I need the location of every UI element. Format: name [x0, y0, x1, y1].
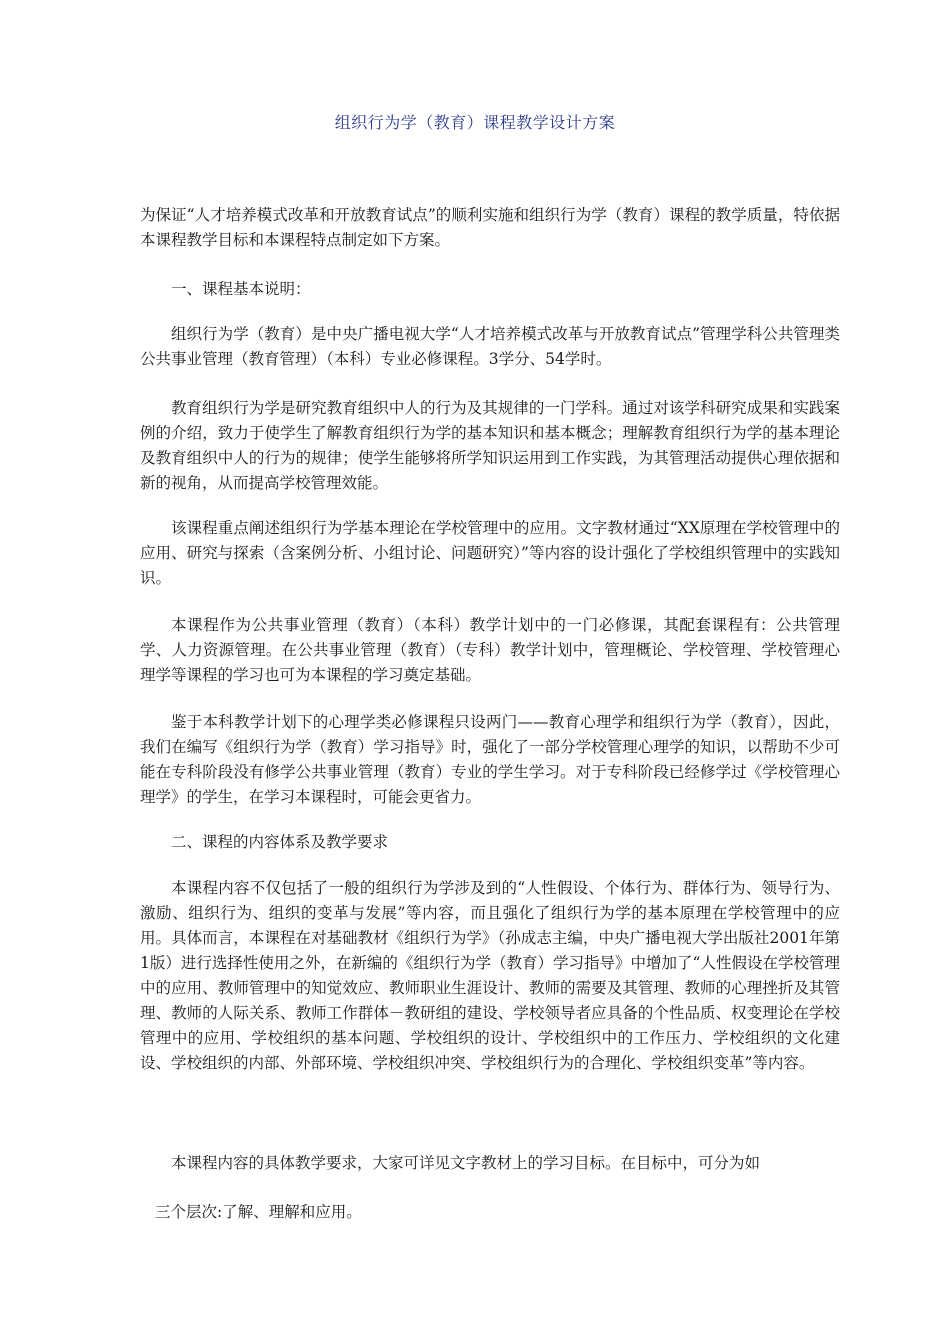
paragraph-course-definition: 教育组织行为学是研究教育组织中人的行为及其规律的一门学科。通过对该学科研究成果和实践案例的介绍，致力于使学生了解教育组织行为学的基本知识和基本概念；理解教育组织行为学的基本理论及教育组织中人的行为的规律；使学生能够将所学知识运用到工作实践，为其管理活动提供心理依据和新的视角，从而提高学校管理效能。: [140, 399, 840, 492]
paragraph-course-description: 组织行为学（教育）是中央广播电视大学“人才培养模式改革与开放教育试点”管理学科公共管理类公共事业管理（教育管理）（本科）专业必修课程。3学分、54学时。: [140, 325, 840, 368]
paragraph-content-system: 本课程内容不仅包括了一般的组织行为学涉及到的“人性假设、个体行为、群体行为、领导行为、激励、组织行为、组织的变革与发展”等内容，而且强化了组织行为学的基本原理在学校管理中的应用。具体而言，本课程在对基础教材《组织行为学》（孙成志主编，中央广播电视大学出版社2001年第1版）进行选择性使用之外，在新编的《组织行为学（教育）学习指导》中增加了“人性假设在学校管理中的应用、教师管理中的知觉效应、教师职业生涯设计、教师的需要及其管理、教师的心理挫折及其管理、教师的人际关系、教师工作群体－教研组的建设、学校领导者应具备的个性品质、权变理论在学校管理中的应用、学校组织的基本问题、学校组织的设计、学校组织中的工作压力、学校组织的文化建设、学校组织的内部、外部环境、学校组织冲突、学校组织行为的合理化、学校组织变革”等内容。: [140, 879, 840, 1072]
paragraph-psychology-courses: 鉴于本科教学计划下的心理学类必修课程只设两门——教育心理学和组织行为学（教育），因此，我们在编写《组织行为学（教育）学习指导》时，强化了一部分学校管理心理学的知识，以帮助不少可能在专科阶段没有修学公共事业管理（教育）专业的学生学习。对于专科阶段已经修学过《学校管理心理学》的学生，在学习本课程时，可能会更省力。: [140, 713, 840, 806]
section-heading-2: 二、课程的内容体系及教学要求: [171, 833, 389, 851]
section-heading-1: 一、课程基本说明：: [171, 280, 311, 298]
paragraph-teaching-requirements: 本课程内容的具体教学要求，大家可详见文字教材上的学习目标。在目标中，可分为如: [171, 1154, 761, 1172]
paragraph-course-focus: 该课程重点阐述组织行为学基本理论在学校管理中的应用。文字教材通过“XX原理在学校管理中的应用、研究与探索（含案例分析、小组讨论、问题研究）”等内容的设计强化了学校组织管理中的实践知识。: [140, 519, 840, 587]
paragraph-three-levels: 三个层次:了解、理解和应用。: [155, 1203, 362, 1221]
paragraph-related-courses: 本课程作为公共事业管理（教育）（本科）教学计划中的一门必修课，其配套课程有：公共管理学、人力资源管理。在公共事业管理（教育）（专科）教学计划中，管理概论、学校管理、学校管理心理学等课程的学习也可为本课程的学习奠定基础。: [140, 616, 840, 684]
document-title: 组织行为学（教育）课程教学设计方案: [334, 113, 616, 132]
intro-paragraph: 为保证“人才培养模式改革和开放教育试点”的顺利实施和组织行为学（教育）课程的教学质量，特依据本课程教学目标和本课程特点制定如下方案。: [140, 206, 840, 249]
